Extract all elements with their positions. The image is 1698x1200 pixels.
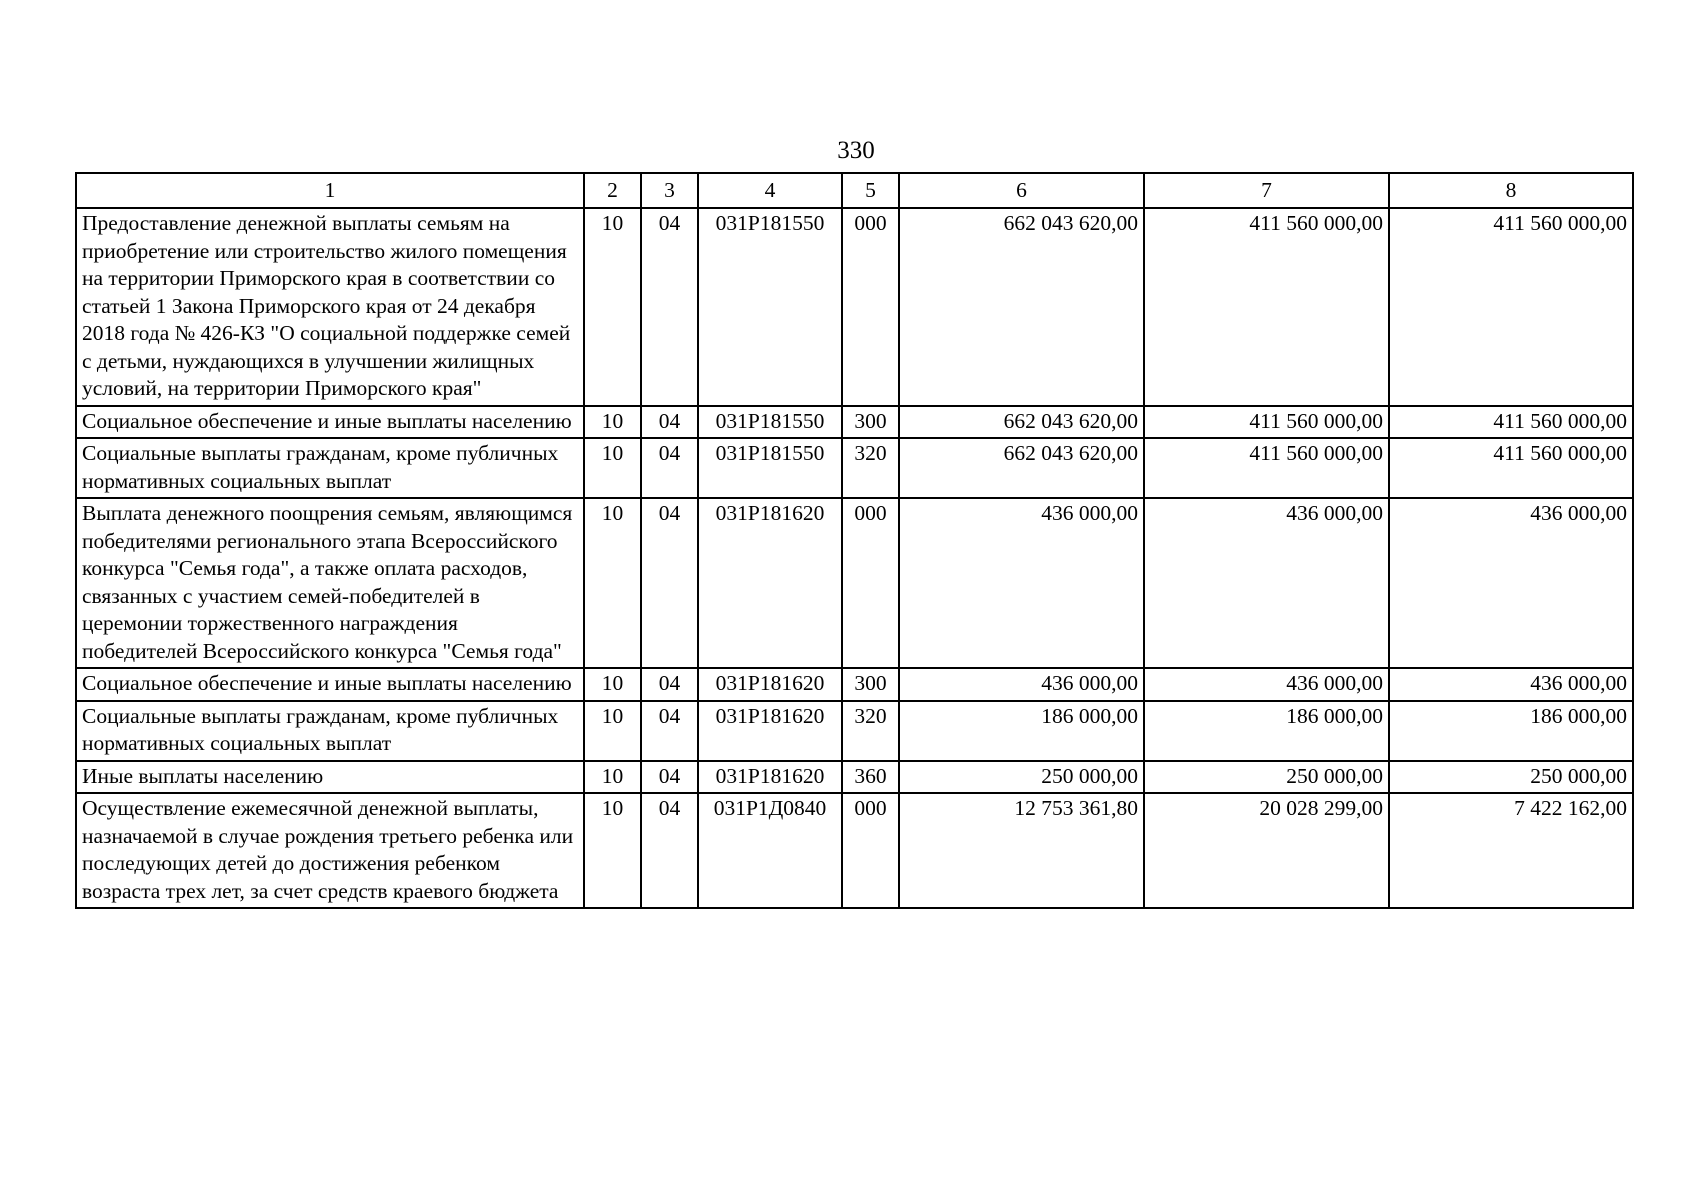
row-target-code: 031P181620 (698, 668, 842, 701)
col-header-2: 2 (584, 173, 641, 208)
page-number: 330 (837, 137, 875, 164)
row-amount-7: 411 560 000,00 (1144, 438, 1389, 498)
row-subsection: 04 (641, 438, 698, 498)
row-section: 10 (584, 438, 641, 498)
row-subsection: 04 (641, 498, 698, 668)
table-row (76, 701, 1633, 761)
col-header-7: 7 (1144, 173, 1389, 208)
row-amount-6: 436 000,00 (899, 498, 1144, 668)
row-subsection: 04 (641, 761, 698, 794)
row-section: 10 (584, 761, 641, 794)
row-expense-type: 320 (842, 701, 899, 761)
row-subsection: 04 (641, 701, 698, 761)
row-target-code: 031P181620 (698, 761, 842, 794)
row-amount-6: 186 000,00 (899, 701, 1144, 761)
header-row (76, 173, 1633, 208)
row-amount-6: 662 043 620,00 (899, 208, 1144, 406)
row-expense-type: 000 (842, 208, 899, 406)
table-row (76, 761, 1633, 794)
row-subsection: 04 (641, 668, 698, 701)
row-amount-8: 436 000,00 (1389, 498, 1633, 668)
row-expense-type: 000 (842, 498, 899, 668)
row-name: Выплата денежного поощрения семьям, являющимся победителями регионального этапа Всероссийского конкурса "Семья года", а также оплата расходов, связанных с участием семей-победителей в церемонии торжественного награждения победителей Всероссийского конкурса "Семья года" (76, 498, 584, 668)
row-amount-7: 250 000,00 (1144, 761, 1389, 794)
row-name: Социальное обеспечение и иные выплаты населению (76, 406, 584, 439)
row-subsection: 04 (641, 793, 698, 908)
row-target-code: 031P181550 (698, 438, 842, 498)
row-target-code: 031P181550 (698, 406, 842, 439)
row-section: 10 (584, 701, 641, 761)
budget-table (75, 172, 1634, 909)
row-amount-8: 7 422 162,00 (1389, 793, 1633, 908)
table-header (76, 173, 1633, 208)
table-row (76, 793, 1633, 908)
table-row (76, 668, 1633, 701)
row-name: Социальные выплаты гражданам, кроме публичных нормативных социальных выплат (76, 438, 584, 498)
row-amount-6: 662 043 620,00 (899, 438, 1144, 498)
row-expense-type: 300 (842, 668, 899, 701)
row-amount-7: 186 000,00 (1144, 701, 1389, 761)
row-amount-7: 20 028 299,00 (1144, 793, 1389, 908)
row-subsection: 04 (641, 208, 698, 406)
row-name: Осуществление ежемесячной денежной выплаты, назначаемой в случае рождения третьего ребенка или последующих детей до достижения ребенком возраста трех лет, за счет средств краевого бюджета (76, 793, 584, 908)
row-amount-6: 250 000,00 (899, 761, 1144, 794)
row-subsection: 04 (641, 406, 698, 439)
row-target-code: 031P1Д0840 (698, 793, 842, 908)
row-section: 10 (584, 793, 641, 908)
row-section: 10 (584, 208, 641, 406)
row-expense-type: 360 (842, 761, 899, 794)
row-section: 10 (584, 406, 641, 439)
row-name: Иные выплаты населению (76, 761, 584, 794)
row-expense-type: 320 (842, 438, 899, 498)
row-amount-6: 12 753 361,80 (899, 793, 1144, 908)
row-amount-8: 411 560 000,00 (1389, 406, 1633, 439)
row-expense-type: 000 (842, 793, 899, 908)
table-row (76, 208, 1633, 406)
table-row (76, 438, 1633, 498)
table-row (76, 498, 1633, 668)
table-body (76, 208, 1633, 908)
row-amount-6: 662 043 620,00 (899, 406, 1144, 439)
row-amount-7: 436 000,00 (1144, 498, 1389, 668)
row-name: Социальное обеспечение и иные выплаты населению (76, 668, 584, 701)
col-header-3: 3 (641, 173, 698, 208)
row-section: 10 (584, 668, 641, 701)
row-amount-8: 436 000,00 (1389, 668, 1633, 701)
row-target-code: 031P181620 (698, 701, 842, 761)
row-name: Социальные выплаты гражданам, кроме публичных нормативных социальных выплат (76, 701, 584, 761)
row-section: 10 (584, 498, 641, 668)
row-amount-8: 250 000,00 (1389, 761, 1633, 794)
row-expense-type: 300 (842, 406, 899, 439)
row-amount-8: 411 560 000,00 (1389, 438, 1633, 498)
row-amount-7: 436 000,00 (1144, 668, 1389, 701)
row-amount-8: 411 560 000,00 (1389, 208, 1633, 406)
row-target-code: 031P181550 (698, 208, 842, 406)
row-amount-7: 411 560 000,00 (1144, 208, 1389, 406)
col-header-5: 5 (842, 173, 899, 208)
col-header-1: 1 (76, 173, 584, 208)
row-amount-7: 411 560 000,00 (1144, 406, 1389, 439)
row-name: Предоставление денежной выплаты семьям на приобретение или строительство жилого помещения на территории Приморского края в соответствии со статьей 1 Закона Приморского края от 24 декабря 2018 года № 426-КЗ "О социальной поддержке семей с детьми, нуждающихся в улучшении жилищных условий, на территории Приморского края" (76, 208, 584, 406)
row-target-code: 031P181620 (698, 498, 842, 668)
col-header-6: 6 (899, 173, 1144, 208)
row-amount-6: 436 000,00 (899, 668, 1144, 701)
col-header-4: 4 (698, 173, 842, 208)
col-header-8: 8 (1389, 173, 1633, 208)
table-row (76, 406, 1633, 439)
row-amount-8: 186 000,00 (1389, 701, 1633, 761)
